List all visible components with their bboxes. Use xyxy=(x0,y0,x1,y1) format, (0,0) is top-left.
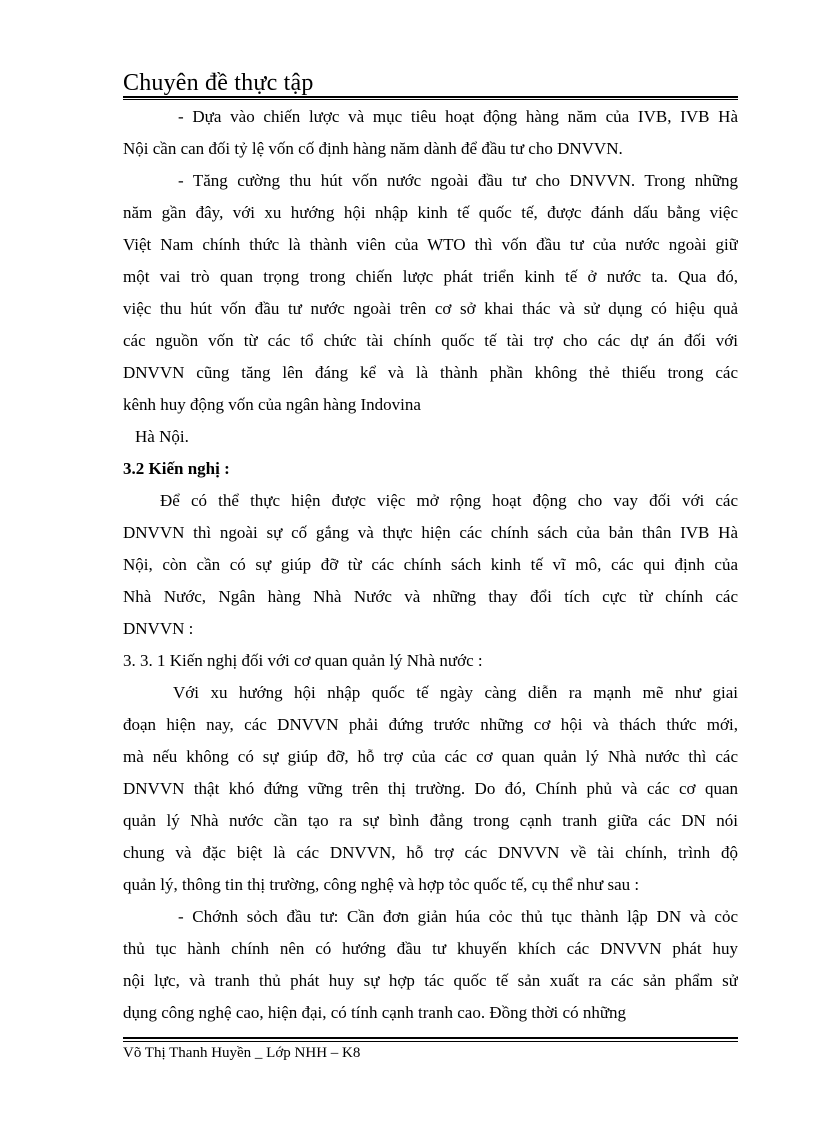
paragraph-line: dụng công nghệ cao, hiện đại, có tính cạnh tranh cao. Đồng thời có những xyxy=(123,1003,627,1022)
footer-rule-thin xyxy=(123,1041,738,1042)
paragraph-line: mà nếu không có sự giúp đỡ, hỗ trợ của các cơ quan quản lý Nhà nước thì các xyxy=(123,747,738,766)
header-rule xyxy=(123,96,738,98)
paragraph-line: thủ tục hành chính nên có hướng đầu tư khuyến khích các DNVVN phát huy xyxy=(123,939,738,958)
header-rule-thin xyxy=(123,99,738,100)
paragraph-line: DNVVN thật khó đứng vững trên thị trường. Do đó, Chính phủ và các cơ quan xyxy=(123,779,738,798)
paragraph-line: một vai trò quan trọng trong chiến lược phát triển kinh tế ở nước ta. Qua đó, xyxy=(123,267,738,286)
paragraph-line: - Chớnh sỏch đầu tư: Cần đơn giản húa cỏc thủ tục thành lập DN và cỏc xyxy=(178,907,738,926)
paragraph-line: Việt Nam chính thức là thành viên của WTO thì vốn đầu tư của nước ngoài giữ xyxy=(123,235,738,254)
paragraph-line: kênh huy động vốn của ngân hàng Indovina xyxy=(123,395,421,414)
document-body xyxy=(123,101,738,1029)
paragraph-line: quản lý Nhà nước cần tạo ra sự bình đẳng trong cạnh tranh giữa các DN nói xyxy=(123,811,738,830)
paragraph-line: nội lực, và tranh thủ phát huy sự hợp tác quốc tế sản xuất ra các sản phẩm sử xyxy=(123,971,738,990)
paragraph-line: Để có thể thực hiện được việc mở rộng hoạt động cho vay đối với các xyxy=(160,491,738,510)
paragraph-line: các nguồn vốn từ các tổ chức tài chính quốc tế tài trợ cho các dự án đối với xyxy=(123,331,738,350)
paragraph-line: Hà Nội. xyxy=(135,427,189,446)
section-heading: 3.2 Kiến nghị : xyxy=(123,459,230,478)
paragraph-line: Với xu hướng hội nhập quốc tế ngày càng diễn ra mạnh mẽ như giai xyxy=(173,683,738,702)
paragraph-line: Nhà Nước, Ngân hàng Nhà Nước và những thay đổi tích cực từ chính các xyxy=(123,587,738,606)
paragraph-line: DNVVN thì ngoài sự cố gắng và thực hiện các chính sách của bản thân IVB Hà xyxy=(123,523,738,542)
paragraph-line: DNVVN : xyxy=(123,619,194,638)
paragraph-line: năm gần đây, với xu hướng hội nhập kinh tế quốc tế, được đánh dấu bằng việc xyxy=(123,203,738,222)
paragraph-line: - Dựa vào chiến lược và mục tiêu hoạt động hàng năm của IVB, IVB Hà xyxy=(178,107,738,126)
header-title: Chuyên đề thực tập xyxy=(123,70,314,96)
paragraph-line: - Tăng cường thu hút vốn nước ngoài đầu tư cho DNVVN. Trong những xyxy=(178,171,738,190)
paragraph-line: đoạn hiện nay, các DNVVN phải đứng trước những cơ hội và thách thức mới, xyxy=(123,715,738,734)
page-footer: Võ Thị Thanh Huyền _ Lớp NHH – K8 xyxy=(123,1045,361,1061)
paragraph-line: Nội cần can đối tỷ lệ vốn cố định hàng năm dành để đầu tư cho DNVVN. xyxy=(123,139,623,158)
paragraph-line: quản lý, thông tin thị trường, công nghệ và hợp tỏc quốc tế, cụ thể như sau : xyxy=(123,875,640,894)
footer-rule xyxy=(123,1037,738,1039)
subsection-heading: 3. 3. 1 Kiến nghị đối với cơ quan quản lý Nhà nước : xyxy=(123,651,483,670)
paragraph-line: DNVVN cũng tăng lên đáng kể và là thành phần không thẻ thiếu trong các xyxy=(123,363,738,382)
page-header xyxy=(123,70,738,96)
paragraph-line: việc thu hút vốn đầu tư nước ngoài trên cơ sở khai thác và sử dụng có hiệu quả xyxy=(123,299,738,318)
paragraph-line: chung và đặc biệt là các DNVVN, hỗ trợ các DNVVN về tài chính, trình độ xyxy=(123,843,738,862)
paragraph-line: Nội, còn cần có sự giúp đỡ từ các chính sách kinh tế vĩ mô, các qui định của xyxy=(123,555,738,574)
